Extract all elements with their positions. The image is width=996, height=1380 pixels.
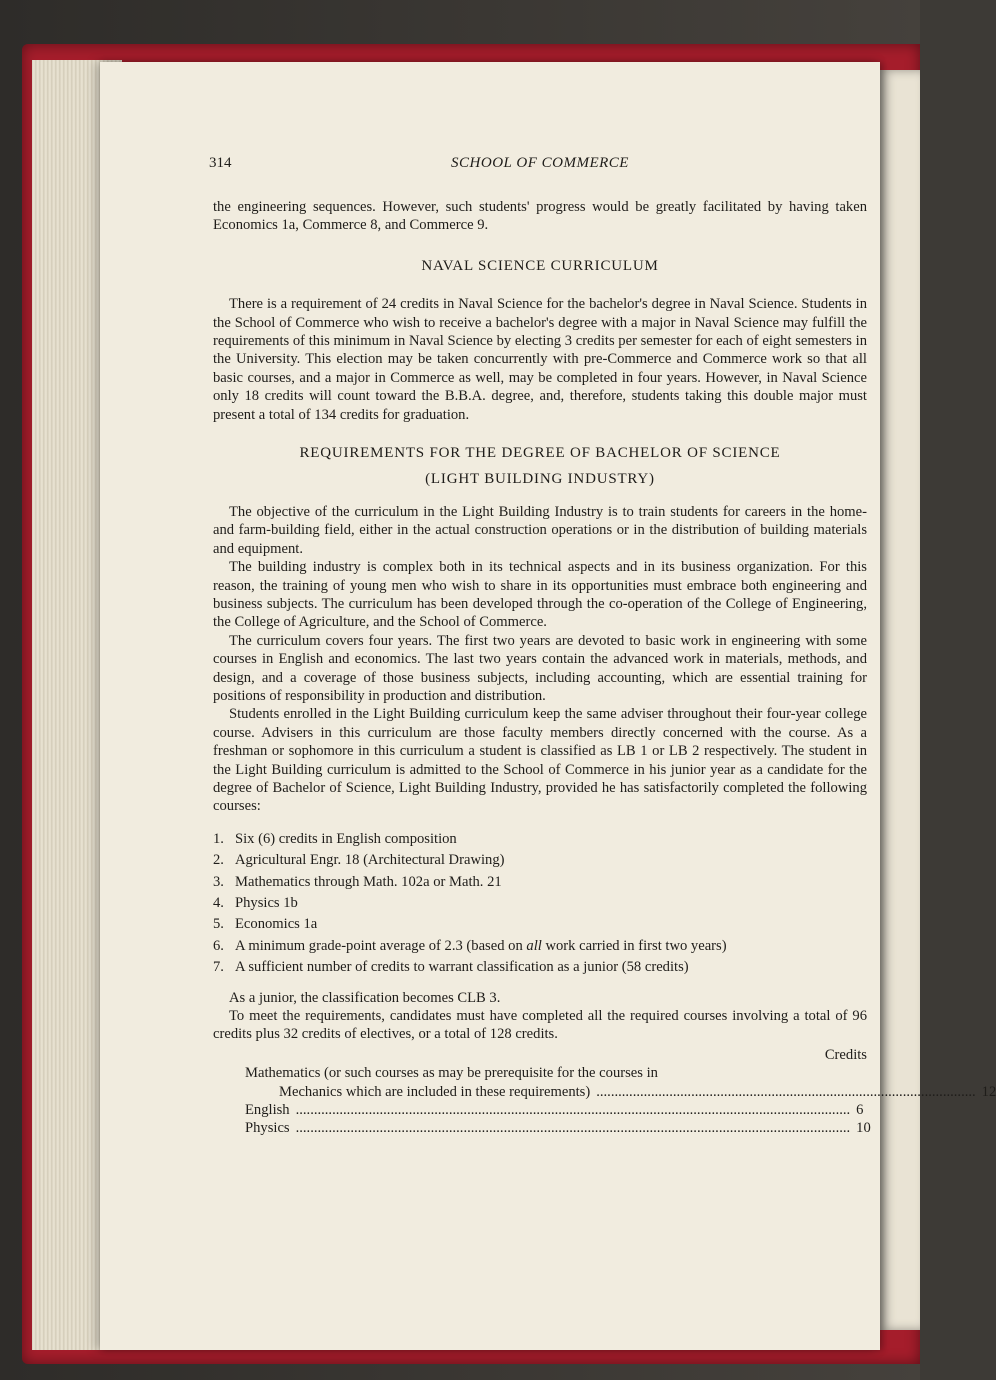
naval-heading: NAVAL SCIENCE CURRICULUM	[421, 257, 659, 274]
table-row: Physics ........................................................................................................................................................ 10	[245, 1120, 871, 1137]
list-item: 4. Physics 1b	[213, 895, 298, 911]
table-row: Mechanics which are included in these requirements) ........................................................................................................ 12	[279, 1083, 996, 1100]
page-header	[209, 150, 867, 174]
facing-page-edge	[880, 70, 920, 1330]
running-head: SCHOOL OF COMMERCE	[451, 155, 629, 171]
credit-value: 6	[856, 1102, 864, 1119]
page-number: 314	[209, 155, 232, 171]
list-item: 5. Economics 1a	[213, 916, 318, 933]
requirements-table	[213, 1064, 996, 1138]
intro-paragraph: the engineering sequences. However, such students' progress would be greatly facilitated by having taken Economics 1a, Commerce 8, and Commerce 9.	[213, 199, 867, 234]
junior-classification: As a junior, the classification becomes CLB 3.	[229, 989, 501, 1006]
table-row: English ........................................................................................................................................................ 6	[245, 1102, 864, 1119]
list-item: 1. Six (6) credits in English composition	[213, 830, 457, 847]
naval-paragraph: There is a requirement of 24 credits in Naval Science for the bachelor's degree in Naval Science. Students in the School of Commerce who wish to receive a bachelor's degree with a major in Naval Science may fulfill the requirements of this minimum in Naval Science by electing 3 credits per semester for each of eight semesters in the University. This election may be taken concurrently with pre-Commerce and Commerce work so that all basic courses, and a major in Commerce as well, may be completed in four years. However, in Naval Science only 18 credits will count toward the B.B.A. degree, and, therefore, students taking this double major must present a total of 134 credits for graduation.	[213, 296, 867, 423]
list-item: 7. A sufficient number of credits to warrant classification as a junior (58 credits)	[213, 959, 689, 976]
page-content	[209, 150, 996, 1138]
list-item: 6. A minimum grade-point average of 2.3 (based on all work carried in first two years)	[213, 937, 727, 954]
credits-column-header: Credits	[824, 1046, 867, 1063]
credit-value: 10	[856, 1120, 871, 1137]
bs-heading-line1: REQUIREMENTS FOR THE DEGREE OF BACHELOR OF SCIENCE	[299, 445, 781, 462]
bs-paragraph-curriculum: The curriculum covers four years. The first two years are devoted to basic work in engineering with some courses in English and economics. The last two years contain the advanced work in materials, methods, and design, and a coverage of those business subjects, including accounting, which are essential training for positions of responsibility in production and distribution.	[213, 632, 867, 704]
requirements-paragraph: To meet the requirements, candidates must have completed all the required courses involving a total of 96 credits plus 32 credits of electives, or a total of 128 credits.	[213, 1008, 867, 1043]
list-item: 2. Agricultural Engr. 18 (Architectural Drawing)	[213, 852, 505, 869]
credit-value: 12	[981, 1083, 996, 1100]
requirement-line: Mathematics (or such courses as may be prerequisite for the courses in	[245, 1065, 658, 1082]
bs-paragraph-students: Students enrolled in the Light Building curriculum keep the same adviser throughout their four-year college course. Advisers in this curriculum are those faculty members directly concerned with the course. As a freshman or sophomore in this curriculum a student is classified as LB 1 or LB 2 respectively. The student in the Light Building curriculum is admitted to the School of Commerce in his junior year as a candidate for the degree of Bachelor of Science, Light Building Industry, provided he has satisfactorily completed the following courses:	[213, 706, 867, 815]
bs-heading-line2: (LIGHT BUILDING INDUSTRY)	[425, 471, 655, 488]
list-item: 3. Mathematics through Math. 102a or Math. 21	[213, 873, 502, 890]
bs-paragraph-industry: The building industry is complex both in its technical aspects and in its business organization. For this reason, the training of young men who wish to share in its opportunities must embrace both engineering and business subjects. The curriculum has been developed through the co-operation of the College of Engineering, the College of Agriculture, and the School of Commerce.	[213, 559, 867, 631]
course-list	[213, 830, 867, 977]
bs-paragraph-objective: The objective of the curriculum in the Light Building Industry is to train students for careers in the home- and farm-building field, either in the actual construction operations or in the distribution of building materials and equipment.	[213, 503, 867, 557]
